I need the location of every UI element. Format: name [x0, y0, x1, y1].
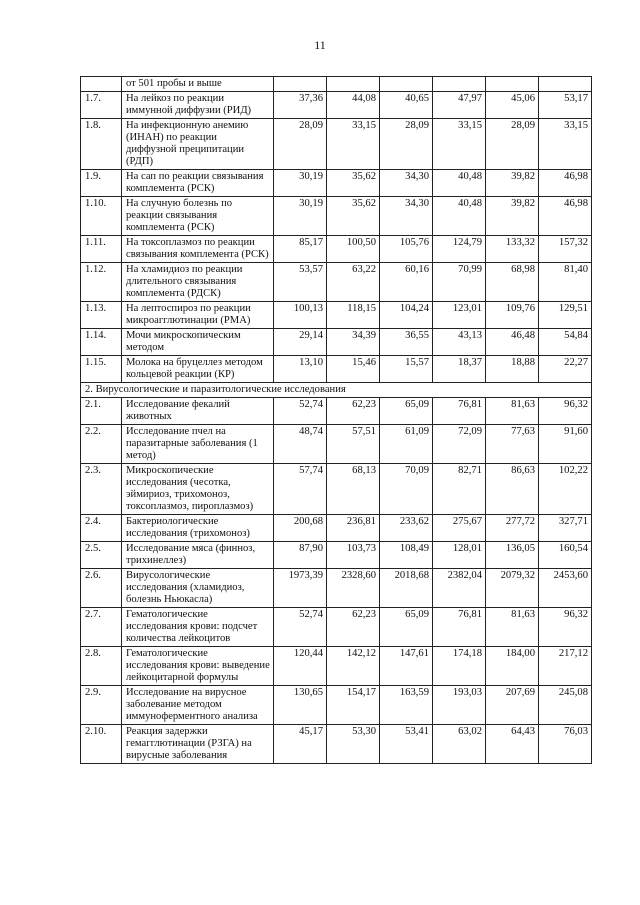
price-cell: 53,30 — [327, 725, 380, 764]
price-cell: 2382,04 — [433, 569, 486, 608]
price-cell: 327,71 — [539, 515, 592, 542]
price-cell: 86,63 — [486, 464, 539, 515]
price-cell: 154,17 — [327, 686, 380, 725]
row-number: 2.8. — [81, 647, 122, 686]
table-row — [81, 542, 592, 569]
price-cell: 124,79 — [433, 236, 486, 263]
price-cell: 65,09 — [380, 398, 433, 425]
price-cell: 45,17 — [274, 725, 327, 764]
section-header-row — [81, 383, 592, 398]
row-number: 2.2. — [81, 425, 122, 464]
price-cell: 39,82 — [486, 170, 539, 197]
price-cell: 46,98 — [539, 170, 592, 197]
price-cell: 200,68 — [274, 515, 327, 542]
price-cell: 120,44 — [274, 647, 327, 686]
price-cell: 236,81 — [327, 515, 380, 542]
section-title: 2. Вирусологические и паразитологические исследования — [81, 383, 592, 398]
price-cell: 48,74 — [274, 425, 327, 464]
price-cell: 102,22 — [539, 464, 592, 515]
row-description: от 501 пробы и выше — [122, 77, 274, 92]
table-row — [81, 425, 592, 464]
price-cell: 91,60 — [539, 425, 592, 464]
row-description: На инфекционную анемию (ИНАН) по реакции диффузной преципитации (РДП) — [122, 119, 274, 170]
table-row — [81, 170, 592, 197]
table-row — [81, 515, 592, 542]
price-cell: 47,97 — [433, 92, 486, 119]
price-cell: 33,15 — [539, 119, 592, 170]
table-row — [81, 236, 592, 263]
price-cell: 81,63 — [486, 398, 539, 425]
price-cell: 129,51 — [539, 302, 592, 329]
price-cell: 70,99 — [433, 263, 486, 302]
price-cell: 76,81 — [433, 608, 486, 647]
price-cell: 52,74 — [274, 608, 327, 647]
row-number: 2.5. — [81, 542, 122, 569]
price-cell: 34,39 — [327, 329, 380, 356]
row-number: 2.10. — [81, 725, 122, 764]
row-description: Реакция задержки гемагглютинации (РЗГА) на вирусные заболевания — [122, 725, 274, 764]
price-cell: 35,62 — [327, 170, 380, 197]
price-cell: 18,37 — [433, 356, 486, 383]
price-cell: 157,32 — [539, 236, 592, 263]
row-number: 1.11. — [81, 236, 122, 263]
price-cell: 18,88 — [486, 356, 539, 383]
price-cell: 44,08 — [327, 92, 380, 119]
price-cell: 193,03 — [433, 686, 486, 725]
price-cell: 61,09 — [380, 425, 433, 464]
price-cell: 136,05 — [486, 542, 539, 569]
price-cell: 45,06 — [486, 92, 539, 119]
price-cell: 82,71 — [433, 464, 486, 515]
price-cell: 76,03 — [539, 725, 592, 764]
row-description: На лептоспироз по реакции микроагглютинации (РМА) — [122, 302, 274, 329]
table-row — [81, 608, 592, 647]
row-number: 1.9. — [81, 170, 122, 197]
row-description: Вирусологические исследования (хламидиоз, болезнь Ньюкасла) — [122, 569, 274, 608]
row-number: 1.7. — [81, 92, 122, 119]
price-cell: 37,36 — [274, 92, 327, 119]
price-cell: 277,72 — [486, 515, 539, 542]
price-cell: 57,74 — [274, 464, 327, 515]
row-description: Молока на бруцеллез методом кольцевой реакции (КР) — [122, 356, 274, 383]
price-cell: 46,98 — [539, 197, 592, 236]
page-number: 11 — [314, 38, 326, 52]
price-cell: 104,24 — [380, 302, 433, 329]
price-cell: 29,14 — [274, 329, 327, 356]
row-description: На лейкоз по реакции иммунной диффузии (РИД) — [122, 92, 274, 119]
row-number: 1.14. — [81, 329, 122, 356]
price-cell: 128,01 — [433, 542, 486, 569]
table-row — [81, 302, 592, 329]
price-cell: 28,09 — [380, 119, 433, 170]
table-row — [81, 398, 592, 425]
price-cell: 36,55 — [380, 329, 433, 356]
price-cell: 52,74 — [274, 398, 327, 425]
row-description: Бактериологические исследования (трихомоноз) — [122, 515, 274, 542]
price-cell: 34,30 — [380, 197, 433, 236]
row-description: Микроскопические исследования (чесотка, эймириоз, трихомоноз, токсоплазмоз, пироплазмоз) — [122, 464, 274, 515]
price-cell: 217,12 — [539, 647, 592, 686]
price-cell: 275,67 — [433, 515, 486, 542]
row-number: 1.15. — [81, 356, 122, 383]
table-row — [81, 356, 592, 383]
price-cell: 70,09 — [380, 464, 433, 515]
price-cell: 22,27 — [539, 356, 592, 383]
price-cell: 35,62 — [327, 197, 380, 236]
price-cell: 13,10 — [274, 356, 327, 383]
table-row — [81, 197, 592, 236]
price-cell: 87,90 — [274, 542, 327, 569]
table-row — [81, 263, 592, 302]
table-row — [81, 569, 592, 608]
price-cell: 163,59 — [380, 686, 433, 725]
price-cell: 72,09 — [433, 425, 486, 464]
row-number: 2.4. — [81, 515, 122, 542]
row-number: 2.6. — [81, 569, 122, 608]
price-cell: 43,13 — [433, 329, 486, 356]
row-number: 1.10. — [81, 197, 122, 236]
price-cell: 142,12 — [327, 647, 380, 686]
table-row — [81, 92, 592, 119]
row-description: На хламидиоз по реакции длительного связывания комплемента (РДСК) — [122, 263, 274, 302]
price-cell: 2018,68 — [380, 569, 433, 608]
price-cell: 60,16 — [380, 263, 433, 302]
price-cell: 96,32 — [539, 608, 592, 647]
price-cell: 100,50 — [327, 236, 380, 263]
price-cell: 39,82 — [486, 197, 539, 236]
price-cell: 245,08 — [539, 686, 592, 725]
price-cell: 15,46 — [327, 356, 380, 383]
table-row — [81, 725, 592, 764]
price-cell: 77,63 — [486, 425, 539, 464]
price-cell: 96,32 — [539, 398, 592, 425]
price-cell: 100,13 — [274, 302, 327, 329]
price-cell: 184,00 — [486, 647, 539, 686]
price-cell: 68,13 — [327, 464, 380, 515]
row-description: Исследование фекалий животных — [122, 398, 274, 425]
price-cell: 62,23 — [327, 398, 380, 425]
price-cell: 130,65 — [274, 686, 327, 725]
row-number: 2.1. — [81, 398, 122, 425]
price-cell: 28,09 — [274, 119, 327, 170]
price-cell: 40,65 — [380, 92, 433, 119]
price-cell: 15,57 — [380, 356, 433, 383]
row-number — [81, 77, 122, 92]
price-cell: 30,19 — [274, 197, 327, 236]
price-cell: 103,73 — [327, 542, 380, 569]
price-cell: 105,76 — [380, 236, 433, 263]
table-row — [81, 686, 592, 725]
price-cell: 65,09 — [380, 608, 433, 647]
price-cell: 147,61 — [380, 647, 433, 686]
price-cell: 109,76 — [486, 302, 539, 329]
row-number: 2.3. — [81, 464, 122, 515]
price-cell: 85,17 — [274, 236, 327, 263]
price-cell: 207,69 — [486, 686, 539, 725]
row-description: Исследование на вирусное заболевание методом иммуноферментного анализа — [122, 686, 274, 725]
price-cell: 68,98 — [486, 263, 539, 302]
price-cell: 81,40 — [539, 263, 592, 302]
row-description: На токсоплазмоз по реакции связывания комплемента (РСК) — [122, 236, 274, 263]
price-cell: 30,19 — [274, 170, 327, 197]
price-cell: 233,62 — [380, 515, 433, 542]
price-cell: 57,51 — [327, 425, 380, 464]
price-cell: 76,81 — [433, 398, 486, 425]
price-cell: 33,15 — [433, 119, 486, 170]
row-number: 1.13. — [81, 302, 122, 329]
price-cell: 33,15 — [327, 119, 380, 170]
continuation-row — [81, 77, 592, 92]
price-cell: 46,48 — [486, 329, 539, 356]
price-cell: 108,49 — [380, 542, 433, 569]
price-cell: 40,48 — [433, 170, 486, 197]
price-cell: 40,48 — [433, 197, 486, 236]
price-cell: 53,17 — [539, 92, 592, 119]
row-description: Исследование мяса (финноз, трихинеллез) — [122, 542, 274, 569]
row-number: 2.9. — [81, 686, 122, 725]
row-description: Мочи микроскопическим методом — [122, 329, 274, 356]
table-row — [81, 329, 592, 356]
row-description: Гематологические исследования крови: выведение лейкоцитарной формулы — [122, 647, 274, 686]
table-row — [81, 647, 592, 686]
price-cell: 2328,60 — [327, 569, 380, 608]
price-cell: 54,84 — [539, 329, 592, 356]
table-row — [81, 464, 592, 515]
price-cell: 2453,60 — [539, 569, 592, 608]
row-description: Гематологические исследования крови: подсчет количества лейкоцитов — [122, 608, 274, 647]
price-cell: 63,02 — [433, 725, 486, 764]
price-cell: 118,15 — [327, 302, 380, 329]
price-cell: 123,01 — [433, 302, 486, 329]
price-cell: 174,18 — [433, 647, 486, 686]
row-number: 1.12. — [81, 263, 122, 302]
price-cell: 81,63 — [486, 608, 539, 647]
price-cell: 28,09 — [486, 119, 539, 170]
price-cell: 160,54 — [539, 542, 592, 569]
price-cell: 1973,39 — [274, 569, 327, 608]
price-cell: 53,41 — [380, 725, 433, 764]
row-description: Исследование пчел на паразитарные заболевания (1 метод) — [122, 425, 274, 464]
row-number: 2.7. — [81, 608, 122, 647]
row-description: На сап по реакции связывания комплемента (РСК) — [122, 170, 274, 197]
price-cell: 64,43 — [486, 725, 539, 764]
table-row — [81, 119, 592, 170]
row-description: На случную болезнь по реакции связывания комплемента (РСК) — [122, 197, 274, 236]
price-cell: 34,30 — [380, 170, 433, 197]
price-cell: 2079,32 — [486, 569, 539, 608]
price-cell: 63,22 — [327, 263, 380, 302]
price-cell: 53,57 — [274, 263, 327, 302]
row-number: 1.8. — [81, 119, 122, 170]
price-cell: 133,32 — [486, 236, 539, 263]
price-table — [80, 76, 592, 764]
price-cell: 62,23 — [327, 608, 380, 647]
